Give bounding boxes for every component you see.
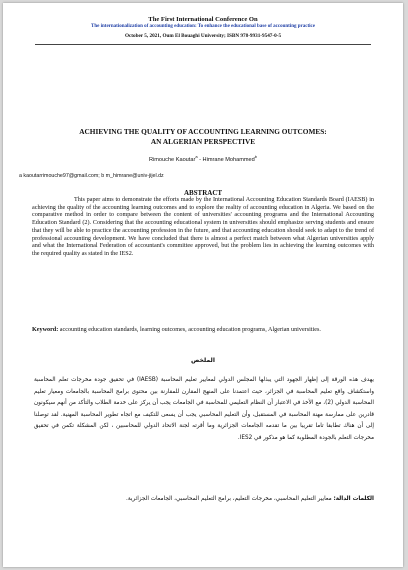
conference-date-isbn: October 5, 2021, Oum El Bouaghi University; ISBN 978-9931-9547-0-5 (124, 33, 282, 39)
keywords-text: accounting education standards, learning outcomes, accounting education programs, Algerian universities. (58, 327, 321, 333)
header-divider (35, 44, 371, 45)
abstract-text: This paper aims to demonstrate the efforts made by the International Accounting Education Standards Board (IAESB) in achieving the quality of the accounting learning outcomes and to explore the reality of accounting education in Algeria. We based on the comparative method in order to compare between the content of universities' accounting programs and the International Accounting Education Standard (2). Considering that the accounting educational system in universities should emphasize serving students and ensure that they will be able to practice the accounting profession in the future, and that accounting education should seek to adapt to the trend of professional accounting development. We have concluded that there is almost a perfect match between what Algerian universities apply and what the International Federation of accountant's committee approved, but the problem lies in achieving the learning outcomes with the required quality as stated in the IES2. (32, 197, 374, 257)
author-mark: b (254, 154, 258, 159)
paper-page (3, 3, 403, 567)
arabic-abstract-heading: الملخص (190, 357, 216, 364)
paper-title (43, 127, 363, 147)
paper-title-line1: ACHIEVING THE QUALITY OF ACCOUNTING LEARNING OUTCOMES: (79, 127, 327, 136)
arabic-keywords (34, 494, 374, 505)
author-list (3, 154, 403, 163)
conference-title: The First International Conference On (148, 16, 258, 23)
author-emails: a kaoutarrimouche97@gmail.com; b m_himrane@univ-jijel.dz (19, 173, 164, 179)
keywords (32, 327, 374, 335)
arabic-keywords-text: معايير التعليم المحاسبي، مخرجات التعليم، برامج التعليم المحاسبي، الجامعات الجزائرية. (126, 496, 334, 502)
paper-title-line2: AN ALGERIAN PERSPECTIVE (150, 137, 256, 146)
author-name: Rimouche Kaoutar (148, 156, 196, 163)
author-mark: a (195, 154, 198, 159)
conference-theme: The internationalization of accounting education: To enhance the educational base of accounting practice (91, 24, 315, 29)
abstract-heading: ABSTRACT (183, 189, 223, 197)
keywords-label: Keyword: (32, 327, 59, 333)
arabic-keywords-label: الكلمات الدالة: (333, 496, 374, 502)
author-separator: - (197, 156, 203, 163)
author-name: Himrane Mohammed (202, 156, 255, 163)
arabic-abstract-text: يهدف هذه الورقة إلى إظهار الجهود التي يبذلها المجلس الدولي لمعايير تعليم المحاسبة (IAESB) في تحقيق جودة مخرجات تعلم المحاسبة واستكشاف واقع تعليم المحاسبة في الجزائر، حيث اعتمدنا على المنهج المقارن للمقارنة بين محتوى برامج المحاسبة بالجامعات ومعيار تعليم المحاسبة الدولي (2)، مع الأخذ في الاعتبار أن النظام التعليمي للمحاسبة في الجامعات يجب أن يركز على خدمة الطلاب والتأكد من أنهم سيكونون قادرين على ممارسة مهنة المحاسبة في المستقبل، وأن التعليم المحاسبي يجب أن يسعى للتكيف مع اتجاه تطوير المحاسبة المهنية. لقد توصلنا إلى أن هناك تطابقا تاما تقريبا بين ما تقدمه الجامعات الجزائرية وما أقرته لجنة الاتحاد الدولي للمحاسبين ، لكن المشكلة تكمن في تحقيق مخرجات التعلم بالجودة المطلوبة كما هو مذكور في IES2. (34, 377, 374, 441)
